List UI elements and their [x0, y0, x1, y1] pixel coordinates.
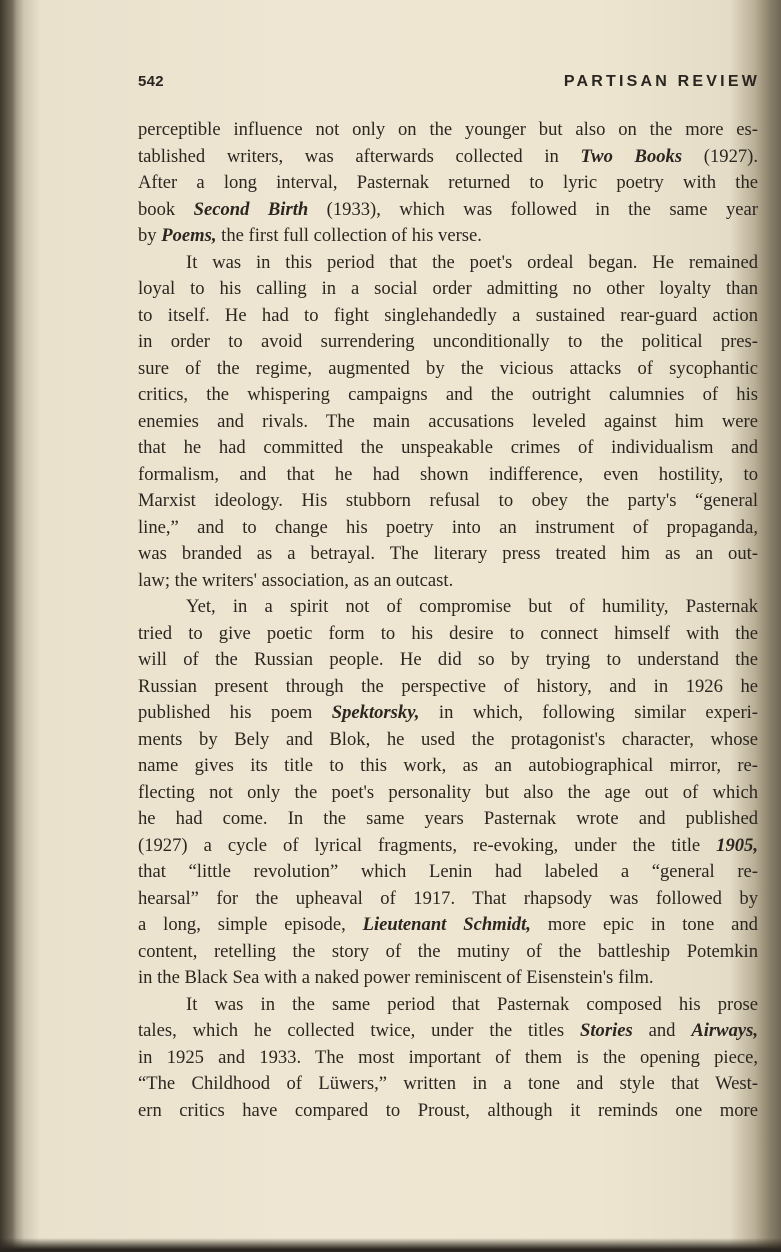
text-line: “The Childhood of Lüwers,” written in a tone and style that West-	[138, 1073, 758, 1094]
paragraph-start: It was in this period that the poet's ordeal began. He remained	[186, 251, 758, 273]
paragraph-start: It was in the same period that Pasternak composed his prose	[186, 993, 758, 1015]
text-line: law; the writers' association, as an outcast.	[138, 569, 454, 591]
text-line: in 1925 and 1933. The most important of them is the opening piece,	[138, 1046, 758, 1068]
text-line: loyal to his calling in a social order admitting no other loyalty than	[138, 278, 758, 299]
text-line: line,” and to change his poetry into an instrument of propaganda,	[138, 516, 758, 538]
text-line: published his poem Spektorsky, in which, following similar experi-	[138, 702, 759, 723]
text-line: will of the Russian people. He did so by trying to understand the	[138, 649, 758, 670]
book-title-poems: Poems,	[161, 225, 217, 246]
paragraph-start: Yet, in a spirit not of compromise but of humility, Pasternak	[186, 596, 758, 617]
text-line: ments by Bely and Blok, he used the protagonist's character, whose	[138, 728, 758, 750]
book-title-two-books: Two Books	[580, 145, 683, 167]
book-title-1905: 1905,	[716, 834, 758, 856]
text-line: hearsal” for the upheaval of 1917. That rhapsody was followed by	[138, 887, 758, 909]
text-line: enemies and rivals. The main accusations leveled against him were	[138, 410, 758, 432]
text-line: by Poems, the first full collection of his verse.	[138, 225, 482, 246]
text-line: was branded as a betrayal. The literary press treated him as an out-	[138, 543, 758, 564]
text-line: content, retelling the story of the mutiny of the battleship Potemkin	[138, 940, 758, 962]
text-line: (1927) a cycle of lyrical fragments, re-evoking, under the title 1905,	[138, 834, 758, 856]
text-line: tablished writers, was afterwards collected in Two Books (1927).	[138, 145, 759, 167]
book-title-spektorsky: Spektorsky,	[331, 702, 420, 723]
book-title-airways: Airways,	[691, 1020, 758, 1041]
text-line: in the Black Sea with a naked power reminiscent of Eisenstein's film.	[138, 967, 654, 988]
text-line: flecting not only the poet's personality but also the age out of which	[138, 781, 758, 803]
text-line: ern critics have compared to Proust, although it reminds one more	[138, 1099, 758, 1121]
book-gutter-shadow	[0, 0, 16, 1252]
text-line: critics, the whispering campaigns and the outright calumnies of his	[138, 384, 758, 405]
journal-title: PARTISAN REVIEW	[563, 73, 760, 90]
text-line: he had come. In the same years Pasternak wrote and published	[138, 808, 758, 829]
text-line: name gives its title to this work, as an autobiographical mirror, re-	[138, 755, 758, 776]
text-line: Russian present through the perspective of history, and in 1926 he	[138, 675, 758, 697]
text-line: a long, simple episode, Lieutenant Schmidt, more epic in tone and	[138, 914, 758, 935]
text-line: After a long interval, Pasternak returned to lyric poetry with the	[138, 172, 758, 193]
page-bottom-shadow	[0, 1238, 781, 1252]
text-line: tales, which he collected twice, under the titles Stories and Airways,	[138, 1020, 758, 1041]
text-line: perceptible influence not only on the younger but also on the more es-	[138, 119, 758, 140]
book-title-stories: Stories	[580, 1020, 633, 1041]
body-text	[138, 117, 758, 1124]
text-line: tried to give poetic form to his desire to connect himself with the	[138, 622, 758, 644]
text-line: book Second Birth (1933), which was followed in the same year	[138, 198, 758, 220]
book-title-lieutenant-schmidt: Lieutenant Schmidt,	[362, 914, 531, 935]
text-line: that “little revolution” which Lenin had labeled a “general re-	[138, 861, 758, 882]
page-number: 542	[138, 73, 164, 90]
text-line: Marxist ideology. His stubborn refusal to obey the party's “general	[138, 490, 758, 511]
text-line: in order to avoid surrendering unconditionally to the political pres-	[138, 331, 758, 352]
text-line: formalism, and that he had shown indifference, even hostility, to	[138, 463, 758, 485]
text-line: sure of the regime, augmented by the vicious attacks of sycophantic	[138, 357, 758, 379]
book-title-second-birth: Second Birth	[193, 198, 309, 220]
text-line: that he had committed the unspeakable crimes of individualism and	[138, 437, 758, 458]
running-head	[138, 73, 760, 97]
text-line: to itself. He had to fight singlehandedly a sustained rear-guard action	[138, 304, 758, 326]
